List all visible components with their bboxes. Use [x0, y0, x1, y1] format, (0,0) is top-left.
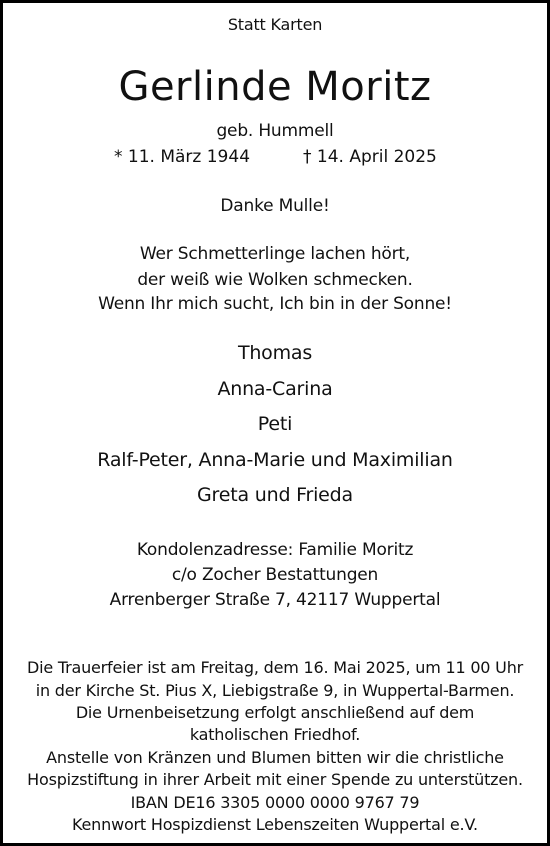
mourner-2: Anna-Carina	[217, 378, 333, 400]
notice-line-2: in der Kirche St. Pius X, Liebigstraße 9, in Wuppertal-Barmen.	[35, 681, 515, 700]
notice-line-6: Hospizstiftung in ihrer Arbeit mit einer Spende zu unterstützen.	[27, 770, 523, 789]
notice-line-3: Die Urnenbeisetzung erfolgt anschließend auf dem	[75, 703, 475, 722]
poem-line-2: der weiß wie Wolken schmecken.	[137, 270, 413, 290]
dedication: Danke Mulle!	[220, 196, 330, 216]
poem-line-1: Wer Schmetterlinge lachen hört,	[139, 244, 411, 264]
notice-line-5: Anstelle von Kränzen und Blumen bitten wir die christliche	[46, 748, 504, 767]
maiden-name: geb. Hummell	[216, 121, 334, 141]
mourner-1: Thomas	[237, 342, 313, 364]
notice-line-1: Die Trauerfeier ist am Freitag, dem 16. Mai 2025, um 11 00 Uhr	[26, 658, 524, 677]
mourner-3: Peti	[257, 413, 293, 435]
address-line-2: c/o Zocher Bestattungen	[171, 565, 379, 585]
poem-line-3: Wenn Ihr mich sucht, Ich bin in der Sonne!	[98, 294, 452, 314]
notice-line-4: katholischen Friedhof.	[189, 725, 361, 744]
notice-line-7: IBAN DE16 3305 0000 0000 9767 79	[130, 793, 420, 812]
address-line-3: Arrenberger Straße 7, 42117 Wuppertal	[109, 590, 441, 610]
birth-date: * 11. März 1944	[114, 147, 251, 167]
mourner-4: Ralf-Peter, Anna-Marie und Maximilian	[97, 449, 453, 471]
deceased-name: Gerlinde Moritz	[118, 64, 432, 110]
address-line-1: Kondolenzadresse: Familie Moritz	[136, 540, 414, 560]
header-statt-karten: Statt Karten	[227, 15, 323, 34]
notice-line-8: Kennwort Hospizdienst Lebenszeiten Wuppertal e.V.	[72, 815, 478, 834]
death-date: † 14. April 2025	[303, 147, 437, 167]
mourner-5: Greta und Frieda	[197, 484, 353, 506]
